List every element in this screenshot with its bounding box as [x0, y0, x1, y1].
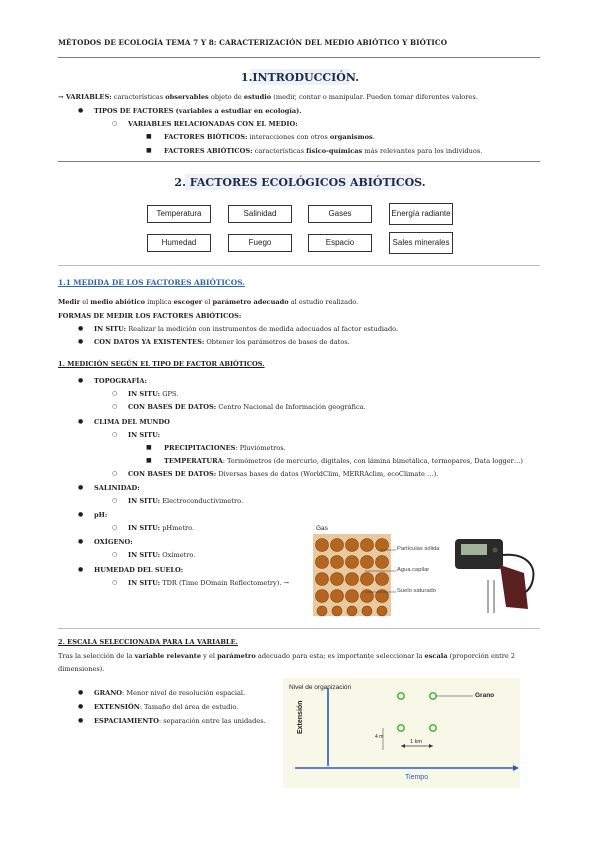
soil-label-particulas: Partículas sólida — [397, 546, 440, 552]
salinidad-insitu-line: IN SITU: Electroconductivimetro. — [128, 497, 244, 505]
bullet-icon: ● — [78, 717, 84, 724]
relacionadas-line: VARIABLES RELACIONADAS CON EL MEDIO: — [128, 120, 298, 128]
circle-bullet-icon: ○ — [112, 579, 118, 586]
medida-title: 1.1 MEDIDA DE LOS FACTORES ABIÓTICOS. — [58, 278, 245, 287]
bioticos-line: FACTORES BIÓTICOS: interacciones con otros organismos. — [164, 133, 375, 141]
square-bullet-icon: ■ — [146, 133, 152, 140]
salinidad-heading: SALINIDAD: — [94, 484, 140, 492]
medicion-divider — [58, 628, 540, 629]
ph-heading: pH: — [94, 511, 108, 519]
circle-bullet-icon: ○ — [112, 470, 118, 477]
grain-units — [398, 693, 436, 731]
bullet-icon: ● — [78, 325, 84, 332]
factor-box-salinidad: Salinidad — [228, 205, 292, 223]
circle-bullet-icon: ○ — [112, 497, 118, 504]
circle-bullet-icon: ○ — [112, 120, 118, 127]
bullet-icon: ● — [78, 566, 84, 573]
factor-box-espacio: Espacio — [308, 234, 372, 252]
tipos-line: TIPOS DE FACTORES (variables a estudiar en ecología). — [94, 107, 302, 115]
circle-bullet-icon: ○ — [112, 390, 118, 397]
clima-heading: CLIMA DEL MUNDO — [94, 418, 170, 426]
bullet-icon: ● — [78, 538, 84, 545]
factores-divider — [58, 265, 540, 266]
escala-title: 2. ESCALA SELECCIONADA PARA LA VARIABLE. — [58, 638, 238, 646]
square-bullet-icon: ■ — [146, 457, 152, 464]
scale-label-nivel: Nivel de organización — [289, 684, 352, 691]
grano-line: GRANO: Menor nivel de resolución espacial. — [94, 689, 246, 697]
ph-insitu-line: IN SITU: pHmetro. — [128, 524, 195, 532]
factor-box-temperatura: Temperatura — [147, 205, 211, 223]
scale-label-tiempo: Tiempo — [405, 774, 429, 781]
soil-label-suelo: Suelo saturado — [397, 588, 436, 594]
factores-title: 2. FACTORES ECOLÓGICOS ABIÓTICOS. — [174, 176, 426, 189]
medicion-title: 1. MEDICIÓN SEGÚN EL TIPO DE FACTOR ABIÓTICOS. — [58, 360, 265, 368]
abioticos-line: FACTORES ABIÓTICOS: características físico-químicas más relevantes para los individuos. — [164, 147, 483, 155]
circle-bullet-icon: ○ — [112, 551, 118, 558]
bullet-icon: ● — [78, 484, 84, 491]
escala-paragraph-line2: dimensiones). — [58, 665, 105, 673]
oxigeno-heading: OXÍGENO: — [94, 538, 133, 546]
espaciamiento-line: ESPACIAMIENTO: separación entre las unidades. — [94, 717, 266, 725]
clima-bd-line: CON BASES DE DATOS: Diversas bases de datos (WorldClim, MERRAclim, ecoClimate …). — [128, 470, 439, 478]
temp-line: TEMPERATURA: Termómetros (de mercurio, digitales, con lámina bimetálica, termopares, Data logger…) — [164, 457, 523, 465]
factor-box-fuego: Fuego — [228, 234, 292, 252]
oxigeno-insitu-line: IN SITU: Oxímetro. — [128, 551, 196, 559]
datos-line: CON DATOS YA EXISTENTES: Obtener los parámetros de bases de datos. — [94, 338, 350, 346]
topo-heading: TOPOGRAFÍA: — [94, 377, 147, 385]
humedad-heading: HUMEDAD DEL SUELO: — [94, 566, 184, 574]
bullet-icon: ● — [78, 338, 84, 345]
header-divider — [58, 57, 540, 58]
scale-figure — [283, 678, 520, 788]
escala-paragraph: Tras la selección de la variable relevante y el parámetro adecuado para esta; es importante seleccionar la escala (proporción entre 2 — [58, 652, 516, 660]
circle-bullet-icon: ○ — [112, 403, 118, 410]
soil-label-gas: Gas — [316, 525, 328, 532]
bullet-icon: ● — [78, 703, 84, 710]
extension-line: EXTENSIÓN: Tamaño del área de estudio. — [94, 703, 239, 711]
precip-line: PRECIPITACIONES: Pluviómetros. — [164, 444, 286, 452]
square-bullet-icon: ■ — [146, 444, 152, 451]
scale-label-grano: Grano — [475, 692, 495, 699]
formas-heading: FORMAS DE MEDIR LOS FACTORES ABIÓTICOS: — [58, 312, 242, 320]
factor-box-humedad: Humedad — [147, 234, 211, 252]
intro-divider — [58, 161, 540, 162]
circle-bullet-icon: ○ — [112, 524, 118, 531]
topo-bd-line: CON BASES DE DATOS: Centro Nacional de Información geográfica. — [128, 403, 366, 411]
bullet-icon: ● — [78, 418, 84, 425]
factor-box-sales: Sales minerales — [389, 232, 453, 254]
circle-bullet-icon: ○ — [112, 431, 118, 438]
page-header: MÉTODOS DE ECOLOGÍA TEMA 7 Y 8: CARACTERIZACIÓN DEL MEDIO ABIÓTICO Y BIÓTICO — [58, 38, 448, 47]
insitu-line: IN SITU: Realizar la medición con instrumentos de medida adecuados al factor estudiado. — [94, 325, 399, 333]
bullet-icon: ● — [78, 377, 84, 384]
medir-paragraph: Medir el medio abiótico implica escoger el parámetro adecuado al estudio realizado. — [58, 298, 359, 306]
scale-label-m: 4 m — [375, 734, 384, 740]
soil-label-agua: Agua capilar — [397, 567, 430, 573]
variables-line: → VARIABLES: características observables objeto de estudio (medir, contar o manipular. Pueden tomar diferentes valores. — [58, 93, 478, 101]
bullet-icon: ● — [78, 511, 84, 518]
scale-label-km: 1 km — [410, 739, 422, 745]
bullet-icon: ● — [78, 689, 84, 696]
intro-title: 1.INTRODUCCIÓN. — [240, 71, 360, 84]
square-bullet-icon: ■ — [146, 147, 152, 154]
clima-insitu-line: IN SITU: — [128, 431, 161, 439]
humedad-insitu-line: IN SITU: TDR (Time DOmain Reflectometry). → — [128, 579, 290, 587]
factor-box-energia: Energía radiante — [389, 203, 453, 225]
factor-box-gases: Gases — [308, 205, 372, 223]
topo-insitu-line: IN SITU: GPS. — [128, 390, 179, 398]
soil-moisture-figure — [310, 525, 540, 617]
scale-label-extension: Extensión — [297, 700, 304, 734]
bullet-icon: ● — [78, 107, 84, 114]
